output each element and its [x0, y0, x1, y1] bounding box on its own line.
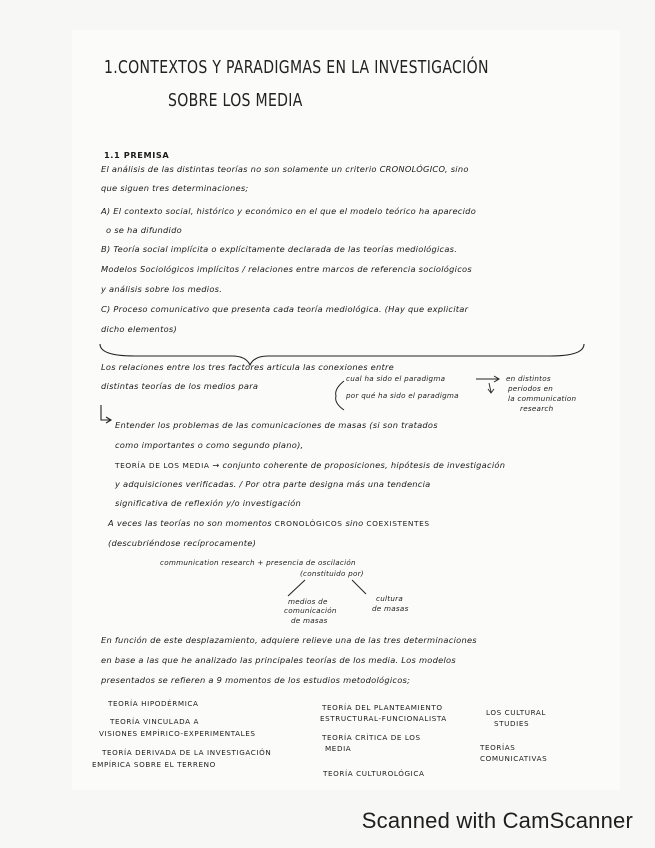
section-heading: 1.1 PREMISA	[104, 150, 170, 160]
momento-col1-item2b: VISIONES EMPÍRICO-EXPERIMENTALES	[99, 729, 256, 738]
itemC-line1: C) Proceso comunicativo que presenta cada teoría mediológica. (Hay que explicitar	[101, 304, 469, 314]
understanding-line2: como importantes o como segundo plano),	[115, 440, 304, 450]
teoria-line3: significativa de reflexión y/o investigación	[115, 498, 301, 508]
diagram-left1: medios de	[288, 597, 328, 606]
teoria-line2: y adquisiciones verificadas. / Por otra parte designa más una tendencia	[115, 479, 431, 489]
diagram-right2: de masas	[372, 604, 409, 613]
relations-line1: Los relaciones entre los tres factores articula las conexiones entre	[101, 362, 395, 372]
momento-col1-item1: TEORÍA HIPODÉRMICA	[108, 699, 199, 708]
para1-line2: que siguen tres determinaciones;	[101, 183, 249, 193]
diagram-left2: comunicación	[284, 606, 337, 615]
diagram-sub: (constituido por)	[300, 569, 364, 578]
momento-col1-item2: TEORÍA VINCULADA A	[110, 717, 200, 726]
momento-col3-item1b: STUDIES	[494, 719, 530, 728]
aveces-coex: COEXISTENTES	[366, 519, 430, 528]
itemA-line1: A) El contexto social, histórico y económico en el que el modelo teórico ha aparecido	[101, 206, 477, 216]
relations-branch1: cual ha sido el paradigma	[346, 374, 446, 383]
momento-col2-item2: TEORÍA CRÍTICA DE LOS	[322, 733, 421, 742]
itemB-line1: B) Teoría social implícita o explícitamente declarada de las teorías mediológicas.	[101, 244, 458, 254]
momento-col1-item3: TEORÍA DERIVADA DE LA INVESTIGACIÓN	[102, 748, 272, 757]
relations-branch2: por qué ha sido el paradigma	[346, 391, 459, 400]
momento-col1-item3b: EMPÍRICA SOBRE EL TERRENO	[92, 760, 216, 769]
momento-col2-item1b: ESTRUCTURAL-FUNCIONALISTA	[320, 714, 447, 723]
momento-col3-item2: TEORÍAS	[480, 743, 516, 752]
diagram-line-right	[352, 580, 366, 594]
diagram-line-left	[288, 580, 305, 596]
funcion-line3: presentados se refieren a 9 momentos de los estudios metodológicos;	[101, 675, 411, 685]
teoria-line1	[115, 460, 505, 470]
momento-col3-item1: LOS CULTURAL	[486, 708, 547, 717]
aveces-line1	[108, 518, 430, 528]
para1-line1: El análisis de las distintas teorías no son solamente un criterio CRONOLÓGICO, sino	[101, 164, 469, 174]
diagram-left3: de masas	[291, 616, 328, 625]
understanding-line1: Entender los problemas de las comunicaciones de masas (si son tratados	[115, 420, 438, 430]
teoria-label: TEORÍA DE LOS MEDIA	[115, 461, 210, 470]
relations-side2: periodos en	[508, 384, 554, 393]
aveces-line2: (descubriéndose recíprocamente)	[108, 538, 257, 548]
aveces-sino: sino	[345, 518, 364, 528]
camscanner-watermark: Scanned with CamScanner	[361, 808, 633, 833]
branch-bracket	[336, 381, 344, 410]
arrow-down-from-branch	[488, 383, 494, 393]
page-title-line1: 1.CONTEXTOS Y PARADIGMAS EN LA INVESTIGACIÓN	[104, 57, 489, 78]
itemC-line2: dicho elementos)	[101, 324, 177, 334]
hook-arrow	[101, 405, 111, 423]
relations-side4: research	[520, 404, 554, 413]
aveces-crono: CRONOLÓGICOS	[274, 519, 343, 528]
itemB-line3: y análisis sobre los medios.	[101, 284, 223, 294]
page-title-line2: SOBRE LOS MEDIA	[168, 90, 303, 111]
momento-col2-item1: TEORÍA DEL PLANTEAMIENTO	[322, 703, 443, 712]
teoria-definition: → conjunto coherente de proposiciones, hipótesis de investigación	[212, 460, 506, 470]
aveces-prefix: A veces las teorías no son momentos	[108, 518, 272, 528]
relations-side3: la communication	[508, 394, 577, 403]
funcion-line2: en base a las que he analizado las principales teorías de los media. Los modelos	[101, 655, 456, 665]
itemA-line2: o se ha difundido	[106, 225, 182, 235]
diagram-right1: cultura	[376, 594, 403, 603]
diagram-main: communication research + presencia de oscilación	[160, 558, 356, 567]
itemB-line2: Modelos Sociológicos implícitos / relaciones entre marcos de referencia sociológicos	[101, 264, 472, 274]
momento-col2-item2b: MEDIA	[325, 744, 352, 753]
relations-side1: en distintos	[506, 374, 551, 383]
funcion-line1: En función de este desplazamiento, adquiere relieve una de las tres determinaciones	[101, 635, 477, 645]
momento-col2-item3: TEORÍA CULTUROLÓGICA	[323, 769, 425, 778]
relations-line2: distintas teorías de los medios para	[101, 381, 259, 391]
arrow-to-periods	[476, 376, 499, 382]
momento-col3-item2b: COMUNICATIVAS	[480, 754, 548, 763]
